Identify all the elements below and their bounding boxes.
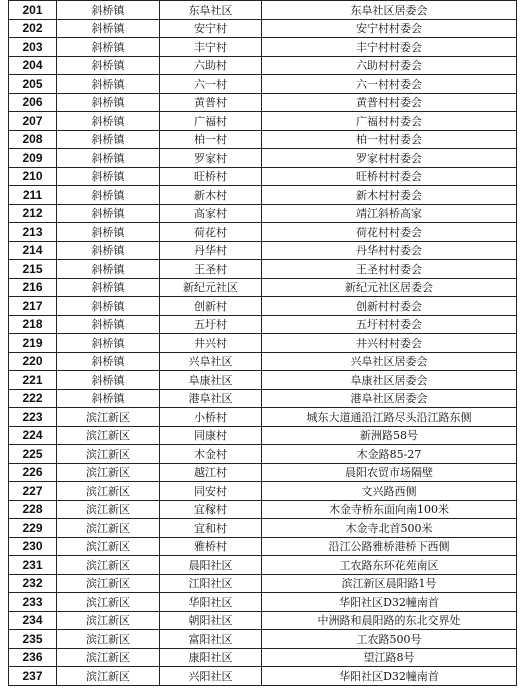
location-cell: 港阜社区居委会 — [262, 389, 517, 408]
town-cell: 斜桥镇 — [57, 38, 160, 57]
location-cell: 新纪元社区居委会 — [262, 278, 517, 297]
table-row — [9, 93, 517, 112]
table-row — [9, 519, 517, 538]
village-cell: 六助村 — [160, 56, 262, 75]
table-row — [9, 112, 517, 131]
table-row — [9, 630, 517, 649]
row-number-cell: 220 — [9, 352, 57, 371]
table-row — [9, 167, 517, 186]
table-row — [9, 130, 517, 149]
row-number-cell: 237 — [9, 667, 57, 686]
town-cell: 斜桥镇 — [57, 371, 160, 390]
table-row — [9, 648, 517, 667]
table-body — [9, 1, 517, 686]
location-cell: 晨阳农贸市场隔壁 — [262, 463, 517, 482]
town-cell: 滨江新区 — [57, 426, 160, 445]
location-cell: 工农路东环花苑南区 — [262, 556, 517, 575]
village-cell: 宜和村 — [160, 519, 262, 538]
town-cell: 斜桥镇 — [57, 19, 160, 38]
town-cell: 斜桥镇 — [57, 112, 160, 131]
town-cell: 斜桥镇 — [57, 186, 160, 205]
location-cell: 创新村村委会 — [262, 297, 517, 316]
table-row — [9, 223, 517, 242]
table-row — [9, 445, 517, 464]
row-number-cell: 201 — [9, 1, 57, 20]
row-number-cell: 221 — [9, 371, 57, 390]
table-row — [9, 56, 517, 75]
location-cell: 新洲路58号 — [262, 426, 517, 445]
table-row — [9, 667, 517, 686]
row-number-cell: 213 — [9, 223, 57, 242]
row-number-cell: 216 — [9, 278, 57, 297]
location-cell: 城东大道通沿江路尽头沿江路东侧 — [262, 408, 517, 427]
village-cell: 新纪元社区 — [160, 278, 262, 297]
village-cell: 小桥村 — [160, 408, 262, 427]
row-number-cell: 229 — [9, 519, 57, 538]
town-cell: 滨江新区 — [57, 537, 160, 556]
table-row — [9, 389, 517, 408]
row-number-cell: 211 — [9, 186, 57, 205]
table-row — [9, 574, 517, 593]
location-cell: 阜康社区居委会 — [262, 371, 517, 390]
village-cell: 广福村 — [160, 112, 262, 131]
location-cell: 东阜社区居委会 — [262, 1, 517, 20]
town-cell: 斜桥镇 — [57, 75, 160, 94]
row-number-cell: 217 — [9, 297, 57, 316]
village-cell: 阜康社区 — [160, 371, 262, 390]
village-cell: 晨阳社区 — [160, 556, 262, 575]
table-row — [9, 334, 517, 353]
location-cell: 五圩村村委会 — [262, 315, 517, 334]
town-cell: 滨江新区 — [57, 667, 160, 686]
village-cell: 港阜社区 — [160, 389, 262, 408]
row-number-cell: 205 — [9, 75, 57, 94]
village-cell: 井兴村 — [160, 334, 262, 353]
village-cell: 朝阳社区 — [160, 611, 262, 630]
table-row — [9, 186, 517, 205]
village-cell: 黄普村 — [160, 93, 262, 112]
town-cell: 斜桥镇 — [57, 204, 160, 223]
table-row — [9, 278, 517, 297]
row-number-cell: 219 — [9, 334, 57, 353]
row-number-cell: 207 — [9, 112, 57, 131]
table-row — [9, 482, 517, 501]
village-cell: 康阳社区 — [160, 648, 262, 667]
location-cell: 丰宁村村委会 — [262, 38, 517, 57]
location-cell: 滨江新区晨阳路1号 — [262, 574, 517, 593]
town-cell: 斜桥镇 — [57, 389, 160, 408]
table-row — [9, 537, 517, 556]
table-row — [9, 371, 517, 390]
town-cell: 滨江新区 — [57, 482, 160, 501]
table-row — [9, 611, 517, 630]
table-row — [9, 500, 517, 519]
location-cell: 文兴路西侧 — [262, 482, 517, 501]
location-cell: 井兴村村委会 — [262, 334, 517, 353]
table-row — [9, 204, 517, 223]
table-row — [9, 408, 517, 427]
village-cell: 木金村 — [160, 445, 262, 464]
town-cell: 滨江新区 — [57, 463, 160, 482]
location-cell: 华阳社区D32幢南首 — [262, 593, 517, 612]
village-cell: 丰宁村 — [160, 38, 262, 57]
town-cell: 滨江新区 — [57, 611, 160, 630]
town-cell: 滨江新区 — [57, 500, 160, 519]
town-cell: 斜桥镇 — [57, 56, 160, 75]
village-cell: 雅桥村 — [160, 537, 262, 556]
row-number-cell: 212 — [9, 204, 57, 223]
location-cell: 木金寺桥东面向南100米 — [262, 500, 517, 519]
table-row — [9, 19, 517, 38]
village-cell: 华阳社区 — [160, 593, 262, 612]
town-cell: 斜桥镇 — [57, 223, 160, 242]
village-cell: 新木村 — [160, 186, 262, 205]
town-cell: 滨江新区 — [57, 574, 160, 593]
village-cell: 同安村 — [160, 482, 262, 501]
town-cell: 滨江新区 — [57, 648, 160, 667]
village-cell: 柏一村 — [160, 130, 262, 149]
town-cell: 斜桥镇 — [57, 149, 160, 168]
village-cell: 罗家村 — [160, 149, 262, 168]
location-cell: 中洲路和晨阳路的东北交界处 — [262, 611, 517, 630]
location-cell: 黄普村村委会 — [262, 93, 517, 112]
location-cell: 六一村村委会 — [262, 75, 517, 94]
row-number-cell: 236 — [9, 648, 57, 667]
town-cell: 斜桥镇 — [57, 260, 160, 279]
town-cell: 斜桥镇 — [57, 297, 160, 316]
row-number-cell: 218 — [9, 315, 57, 334]
row-number-cell: 224 — [9, 426, 57, 445]
row-number-cell: 233 — [9, 593, 57, 612]
village-cell: 丹华村 — [160, 241, 262, 260]
town-cell: 斜桥镇 — [57, 1, 160, 20]
town-cell: 滨江新区 — [57, 556, 160, 575]
town-cell: 滨江新区 — [57, 445, 160, 464]
table-row — [9, 1, 517, 20]
village-cell: 兴阳社区 — [160, 667, 262, 686]
location-cell: 沿江公路雅桥港桥下西侧 — [262, 537, 517, 556]
row-number-cell: 208 — [9, 130, 57, 149]
site-list-table — [8, 0, 517, 686]
location-cell: 望江路8号 — [262, 648, 517, 667]
village-cell: 王圣村 — [160, 260, 262, 279]
row-number-cell: 231 — [9, 556, 57, 575]
row-number-cell: 230 — [9, 537, 57, 556]
location-cell: 荷花村村委会 — [262, 223, 517, 242]
row-number-cell: 203 — [9, 38, 57, 57]
table-row — [9, 315, 517, 334]
row-number-cell: 206 — [9, 93, 57, 112]
table-row — [9, 75, 517, 94]
row-number-cell: 232 — [9, 574, 57, 593]
village-cell: 六一村 — [160, 75, 262, 94]
row-number-cell: 226 — [9, 463, 57, 482]
village-cell: 创新村 — [160, 297, 262, 316]
row-number-cell: 202 — [9, 19, 57, 38]
town-cell: 滨江新区 — [57, 593, 160, 612]
row-number-cell: 223 — [9, 408, 57, 427]
town-cell: 滨江新区 — [57, 630, 160, 649]
village-cell: 同康村 — [160, 426, 262, 445]
row-number-cell: 235 — [9, 630, 57, 649]
village-cell: 江阳社区 — [160, 574, 262, 593]
village-cell: 富阳社区 — [160, 630, 262, 649]
document-page — [8, 0, 516, 686]
town-cell: 斜桥镇 — [57, 315, 160, 334]
table-row — [9, 297, 517, 316]
town-cell: 斜桥镇 — [57, 93, 160, 112]
town-cell: 滨江新区 — [57, 519, 160, 538]
location-cell: 王圣村村委会 — [262, 260, 517, 279]
town-cell: 斜桥镇 — [57, 167, 160, 186]
table-row — [9, 463, 517, 482]
village-cell: 东阜社区 — [160, 1, 262, 20]
row-number-cell: 228 — [9, 500, 57, 519]
town-cell: 斜桥镇 — [57, 334, 160, 353]
table-row — [9, 593, 517, 612]
village-cell: 兴阜社区 — [160, 352, 262, 371]
location-cell: 安宁村村委会 — [262, 19, 517, 38]
town-cell: 滨江新区 — [57, 408, 160, 427]
row-number-cell: 204 — [9, 56, 57, 75]
village-cell: 荷花村 — [160, 223, 262, 242]
location-cell: 兴阜社区居委会 — [262, 352, 517, 371]
town-cell: 斜桥镇 — [57, 130, 160, 149]
location-cell: 靖江斜桥高家 — [262, 204, 517, 223]
village-cell: 旺桥村 — [160, 167, 262, 186]
row-number-cell: 227 — [9, 482, 57, 501]
village-cell: 安宁村 — [160, 19, 262, 38]
location-cell: 柏一村村委会 — [262, 130, 517, 149]
row-number-cell: 225 — [9, 445, 57, 464]
row-number-cell: 210 — [9, 167, 57, 186]
table-row — [9, 426, 517, 445]
location-cell: 工农路500号 — [262, 630, 517, 649]
table-row — [9, 241, 517, 260]
row-number-cell: 222 — [9, 389, 57, 408]
town-cell: 斜桥镇 — [57, 278, 160, 297]
table-row — [9, 149, 517, 168]
row-number-cell: 234 — [9, 611, 57, 630]
table-row — [9, 352, 517, 371]
town-cell: 斜桥镇 — [57, 352, 160, 371]
village-cell: 宜稼村 — [160, 500, 262, 519]
location-cell: 丹华村村委会 — [262, 241, 517, 260]
location-cell: 六助村村委会 — [262, 56, 517, 75]
row-number-cell: 214 — [9, 241, 57, 260]
location-cell: 旺桥村村委会 — [262, 167, 517, 186]
table-row — [9, 260, 517, 279]
location-cell: 罗家村村委会 — [262, 149, 517, 168]
table-row — [9, 38, 517, 57]
town-cell: 斜桥镇 — [57, 241, 160, 260]
location-cell: 华阳社区D32幢南首 — [262, 667, 517, 686]
location-cell: 木金路85-27 — [262, 445, 517, 464]
location-cell: 木金寺北首500米 — [262, 519, 517, 538]
location-cell: 广福村村委会 — [262, 112, 517, 131]
village-cell: 五圩村 — [160, 315, 262, 334]
location-cell: 新木村村委会 — [262, 186, 517, 205]
village-cell: 越江村 — [160, 463, 262, 482]
row-number-cell: 215 — [9, 260, 57, 279]
row-number-cell: 209 — [9, 149, 57, 168]
village-cell: 高家村 — [160, 204, 262, 223]
table-row — [9, 556, 517, 575]
